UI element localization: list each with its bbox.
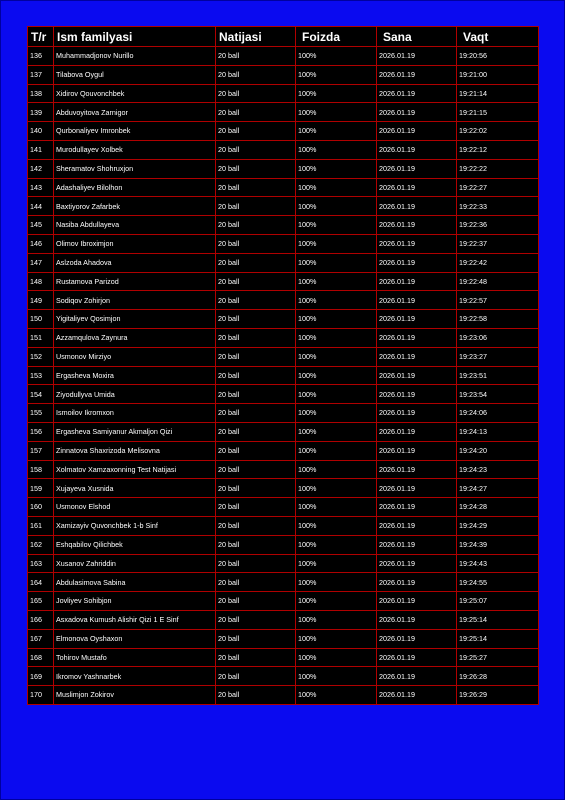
cell-number: 158 xyxy=(28,460,54,479)
cell-result: 20 ball xyxy=(216,122,296,141)
cell-time: 19:25:14 xyxy=(457,610,539,629)
cell-time: 19:25:14 xyxy=(457,629,539,648)
cell-full-name: Tohirov Mustafo xyxy=(54,648,216,667)
table-row xyxy=(28,554,539,573)
cell-number: 161 xyxy=(28,516,54,535)
cell-full-name: Ziyodullyva Umida xyxy=(54,385,216,404)
cell-percent: 100% xyxy=(296,328,377,347)
cell-full-name: Asxadova Kumush Alishir Qizi 1 E Sinf xyxy=(54,610,216,629)
cell-full-name: Xusanov Zahriddin xyxy=(54,554,216,573)
cell-full-name: Sheramatov Shohruxjon xyxy=(54,159,216,178)
table-row xyxy=(28,516,539,535)
cell-full-name: Abdulasimova Sabina xyxy=(54,573,216,592)
table-row xyxy=(28,460,539,479)
cell-number: 144 xyxy=(28,197,54,216)
table-row xyxy=(28,686,539,705)
cell-number: 150 xyxy=(28,310,54,329)
cell-full-name: Ergasheva Moxira xyxy=(54,366,216,385)
cell-result: 20 ball xyxy=(216,272,296,291)
cell-date: 2026.01.19 xyxy=(377,310,457,329)
header-result: Natijasi xyxy=(216,27,296,47)
cell-full-name: Yigitaliyev Qosimjon xyxy=(54,310,216,329)
table-row xyxy=(28,629,539,648)
cell-date: 2026.01.19 xyxy=(377,366,457,385)
table-row xyxy=(28,535,539,554)
cell-time: 19:23:54 xyxy=(457,385,539,404)
cell-time: 19:22:36 xyxy=(457,216,539,235)
cell-date: 2026.01.19 xyxy=(377,573,457,592)
cell-time: 19:20:56 xyxy=(457,47,539,66)
cell-number: 146 xyxy=(28,234,54,253)
cell-time: 19:22:42 xyxy=(457,253,539,272)
cell-percent: 100% xyxy=(296,648,377,667)
cell-number: 166 xyxy=(28,610,54,629)
cell-date: 2026.01.19 xyxy=(377,479,457,498)
cell-result: 20 ball xyxy=(216,84,296,103)
cell-percent: 100% xyxy=(296,234,377,253)
cell-time: 19:23:51 xyxy=(457,366,539,385)
cell-date: 2026.01.19 xyxy=(377,441,457,460)
cell-date: 2026.01.19 xyxy=(377,535,457,554)
cell-date: 2026.01.19 xyxy=(377,103,457,122)
cell-full-name: Eshqabilov Qilichbek xyxy=(54,535,216,554)
cell-time: 19:22:02 xyxy=(457,122,539,141)
cell-time: 19:24:06 xyxy=(457,404,539,423)
table-row xyxy=(28,272,539,291)
table-row xyxy=(28,234,539,253)
table-row xyxy=(28,216,539,235)
cell-number: 170 xyxy=(28,686,54,705)
cell-result: 20 ball xyxy=(216,159,296,178)
cell-full-name: Azzamqulova Zaynura xyxy=(54,328,216,347)
table-row xyxy=(28,122,539,141)
cell-time: 19:21:15 xyxy=(457,103,539,122)
cell-percent: 100% xyxy=(296,441,377,460)
cell-percent: 100% xyxy=(296,516,377,535)
cell-full-name: Elmonova Oyshaxon xyxy=(54,629,216,648)
table-row xyxy=(28,366,539,385)
cell-time: 19:22:27 xyxy=(457,178,539,197)
cell-date: 2026.01.19 xyxy=(377,516,457,535)
cell-date: 2026.01.19 xyxy=(377,328,457,347)
cell-date: 2026.01.19 xyxy=(377,686,457,705)
cell-full-name: Muslimjon Zokirov xyxy=(54,686,216,705)
cell-result: 20 ball xyxy=(216,629,296,648)
cell-percent: 100% xyxy=(296,535,377,554)
cell-number: 145 xyxy=(28,216,54,235)
cell-percent: 100% xyxy=(296,178,377,197)
cell-percent: 100% xyxy=(296,629,377,648)
cell-date: 2026.01.19 xyxy=(377,460,457,479)
cell-date: 2026.01.19 xyxy=(377,47,457,66)
cell-result: 20 ball xyxy=(216,366,296,385)
cell-date: 2026.01.19 xyxy=(377,253,457,272)
cell-time: 19:24:23 xyxy=(457,460,539,479)
cell-result: 20 ball xyxy=(216,253,296,272)
cell-full-name: Tilabova Oygul xyxy=(54,65,216,84)
cell-date: 2026.01.19 xyxy=(377,291,457,310)
cell-percent: 100% xyxy=(296,84,377,103)
table-row xyxy=(28,253,539,272)
cell-time: 19:23:06 xyxy=(457,328,539,347)
cell-result: 20 ball xyxy=(216,310,296,329)
cell-time: 19:25:27 xyxy=(457,648,539,667)
cell-result: 20 ball xyxy=(216,197,296,216)
cell-time: 19:25:07 xyxy=(457,592,539,611)
table-row xyxy=(28,159,539,178)
table-row xyxy=(28,197,539,216)
cell-result: 20 ball xyxy=(216,422,296,441)
table-body xyxy=(28,47,539,705)
cell-number: 149 xyxy=(28,291,54,310)
cell-percent: 100% xyxy=(296,122,377,141)
cell-full-name: Murodullayev Xolbek xyxy=(54,140,216,159)
cell-time: 19:22:48 xyxy=(457,272,539,291)
cell-result: 20 ball xyxy=(216,516,296,535)
cell-number: 168 xyxy=(28,648,54,667)
table-row xyxy=(28,441,539,460)
cell-full-name: Usmonov Mirziyo xyxy=(54,347,216,366)
cell-number: 155 xyxy=(28,404,54,423)
cell-result: 20 ball xyxy=(216,554,296,573)
cell-date: 2026.01.19 xyxy=(377,197,457,216)
table-row xyxy=(28,404,539,423)
cell-time: 19:23:27 xyxy=(457,347,539,366)
cell-date: 2026.01.19 xyxy=(377,234,457,253)
cell-percent: 100% xyxy=(296,310,377,329)
cell-date: 2026.01.19 xyxy=(377,216,457,235)
table-row xyxy=(28,291,539,310)
cell-full-name: Xolmatov Xamzaxonning Test Natijasi xyxy=(54,460,216,479)
table-row xyxy=(28,592,539,611)
cell-date: 2026.01.19 xyxy=(377,648,457,667)
cell-full-name: Xujayeva Xusnida xyxy=(54,479,216,498)
cell-percent: 100% xyxy=(296,554,377,573)
cell-percent: 100% xyxy=(296,140,377,159)
cell-time: 19:22:58 xyxy=(457,310,539,329)
cell-number: 163 xyxy=(28,554,54,573)
cell-result: 20 ball xyxy=(216,648,296,667)
cell-percent: 100% xyxy=(296,347,377,366)
table-row xyxy=(28,479,539,498)
table-row xyxy=(28,84,539,103)
cell-time: 19:22:33 xyxy=(457,197,539,216)
header-row xyxy=(28,27,539,47)
cell-result: 20 ball xyxy=(216,347,296,366)
cell-time: 19:24:43 xyxy=(457,554,539,573)
cell-full-name: Qurbonaliyev Imronbek xyxy=(54,122,216,141)
cell-number: 162 xyxy=(28,535,54,554)
cell-full-name: Zinnatova Shaxrizoda Melisovna xyxy=(54,441,216,460)
table-header xyxy=(28,27,539,47)
cell-date: 2026.01.19 xyxy=(377,140,457,159)
cell-full-name: Xamizayiv Quvonchbek 1-b Sinf xyxy=(54,516,216,535)
cell-result: 20 ball xyxy=(216,404,296,423)
cell-percent: 100% xyxy=(296,592,377,611)
cell-time: 19:22:12 xyxy=(457,140,539,159)
table-row xyxy=(28,347,539,366)
cell-result: 20 ball xyxy=(216,385,296,404)
cell-number: 156 xyxy=(28,422,54,441)
cell-percent: 100% xyxy=(296,272,377,291)
cell-date: 2026.01.19 xyxy=(377,159,457,178)
cell-number: 136 xyxy=(28,47,54,66)
cell-result: 20 ball xyxy=(216,216,296,235)
cell-number: 138 xyxy=(28,84,54,103)
table-row xyxy=(28,103,539,122)
header-number: T/r xyxy=(28,27,54,47)
cell-percent: 100% xyxy=(296,253,377,272)
cell-number: 160 xyxy=(28,498,54,517)
cell-full-name: Baxtiyorov Zafarbek xyxy=(54,197,216,216)
cell-result: 20 ball xyxy=(216,573,296,592)
cell-time: 19:24:55 xyxy=(457,573,539,592)
cell-date: 2026.01.19 xyxy=(377,385,457,404)
cell-result: 20 ball xyxy=(216,291,296,310)
cell-number: 152 xyxy=(28,347,54,366)
cell-percent: 100% xyxy=(296,573,377,592)
cell-number: 164 xyxy=(28,573,54,592)
cell-full-name: Ikromov Yashnarbek xyxy=(54,667,216,686)
cell-time: 19:24:13 xyxy=(457,422,539,441)
cell-number: 157 xyxy=(28,441,54,460)
cell-date: 2026.01.19 xyxy=(377,554,457,573)
cell-percent: 100% xyxy=(296,498,377,517)
table-row xyxy=(28,498,539,517)
cell-percent: 100% xyxy=(296,385,377,404)
cell-result: 20 ball xyxy=(216,592,296,611)
header-time: Vaqt xyxy=(457,27,539,47)
cell-percent: 100% xyxy=(296,197,377,216)
cell-time: 19:26:28 xyxy=(457,667,539,686)
cell-time: 19:26:29 xyxy=(457,686,539,705)
cell-full-name: Adashaliyev Bilolhon xyxy=(54,178,216,197)
cell-time: 19:24:29 xyxy=(457,516,539,535)
cell-number: 169 xyxy=(28,667,54,686)
cell-result: 20 ball xyxy=(216,234,296,253)
table-row xyxy=(28,667,539,686)
cell-number: 140 xyxy=(28,122,54,141)
cell-date: 2026.01.19 xyxy=(377,65,457,84)
cell-number: 151 xyxy=(28,328,54,347)
cell-number: 148 xyxy=(28,272,54,291)
cell-full-name: Aslzoda Ahadova xyxy=(54,253,216,272)
cell-time: 19:22:22 xyxy=(457,159,539,178)
header-full-name: Ism familyasi xyxy=(54,27,216,47)
cell-result: 20 ball xyxy=(216,610,296,629)
cell-number: 137 xyxy=(28,65,54,84)
cell-number: 139 xyxy=(28,103,54,122)
cell-number: 154 xyxy=(28,385,54,404)
cell-date: 2026.01.19 xyxy=(377,84,457,103)
table-row xyxy=(28,422,539,441)
cell-full-name: Ismoilov Ikromxon xyxy=(54,404,216,423)
cell-date: 2026.01.19 xyxy=(377,178,457,197)
cell-result: 20 ball xyxy=(216,103,296,122)
cell-date: 2026.01.19 xyxy=(377,592,457,611)
table-row xyxy=(28,310,539,329)
table-row xyxy=(28,140,539,159)
cell-full-name: Jovliyev Sohibjon xyxy=(54,592,216,611)
cell-date: 2026.01.19 xyxy=(377,404,457,423)
cell-number: 147 xyxy=(28,253,54,272)
cell-percent: 100% xyxy=(296,610,377,629)
header-date: Sana xyxy=(377,27,457,47)
cell-number: 167 xyxy=(28,629,54,648)
cell-percent: 100% xyxy=(296,65,377,84)
cell-date: 2026.01.19 xyxy=(377,347,457,366)
cell-percent: 100% xyxy=(296,216,377,235)
cell-percent: 100% xyxy=(296,47,377,66)
cell-result: 20 ball xyxy=(216,441,296,460)
cell-time: 19:24:20 xyxy=(457,441,539,460)
cell-full-name: Nasiba Abdullayeva xyxy=(54,216,216,235)
cell-date: 2026.01.19 xyxy=(377,498,457,517)
cell-result: 20 ball xyxy=(216,178,296,197)
cell-time: 19:21:00 xyxy=(457,65,539,84)
cell-full-name: Ergasheva Samiyanur Akmaljon Qizi xyxy=(54,422,216,441)
cell-date: 2026.01.19 xyxy=(377,610,457,629)
cell-percent: 100% xyxy=(296,366,377,385)
table-row xyxy=(28,328,539,347)
cell-percent: 100% xyxy=(296,159,377,178)
cell-result: 20 ball xyxy=(216,479,296,498)
cell-number: 153 xyxy=(28,366,54,385)
cell-percent: 100% xyxy=(296,667,377,686)
table-row xyxy=(28,178,539,197)
cell-full-name: Sodiqov Zohirjon xyxy=(54,291,216,310)
cell-number: 159 xyxy=(28,479,54,498)
cell-number: 143 xyxy=(28,178,54,197)
cell-result: 20 ball xyxy=(216,65,296,84)
cell-time: 19:21:14 xyxy=(457,84,539,103)
cell-percent: 100% xyxy=(296,404,377,423)
cell-percent: 100% xyxy=(296,460,377,479)
header-percent: Foizda xyxy=(296,27,377,47)
table-row xyxy=(28,610,539,629)
cell-date: 2026.01.19 xyxy=(377,629,457,648)
cell-full-name: Olimov Ibroximjon xyxy=(54,234,216,253)
cell-time: 19:22:37 xyxy=(457,234,539,253)
cell-full-name: Muhammadjonov Nurillo xyxy=(54,47,216,66)
cell-time: 19:24:39 xyxy=(457,535,539,554)
table-row xyxy=(28,573,539,592)
cell-time: 19:24:28 xyxy=(457,498,539,517)
cell-percent: 100% xyxy=(296,291,377,310)
cell-date: 2026.01.19 xyxy=(377,422,457,441)
cell-number: 142 xyxy=(28,159,54,178)
cell-percent: 100% xyxy=(296,686,377,705)
cell-time: 19:24:27 xyxy=(457,479,539,498)
cell-result: 20 ball xyxy=(216,686,296,705)
cell-result: 20 ball xyxy=(216,328,296,347)
table-row xyxy=(28,47,539,66)
table-row xyxy=(28,385,539,404)
cell-result: 20 ball xyxy=(216,498,296,517)
cell-result: 20 ball xyxy=(216,667,296,686)
cell-result: 20 ball xyxy=(216,535,296,554)
cell-percent: 100% xyxy=(296,422,377,441)
table-row xyxy=(28,65,539,84)
cell-full-name: Rustamova Parizod xyxy=(54,272,216,291)
cell-full-name: Usmonov Elshod xyxy=(54,498,216,517)
table-row xyxy=(28,648,539,667)
cell-percent: 100% xyxy=(296,103,377,122)
results-table xyxy=(27,26,539,705)
cell-full-name: Xidirov Qouvonchbek xyxy=(54,84,216,103)
cell-percent: 100% xyxy=(296,479,377,498)
cell-result: 20 ball xyxy=(216,140,296,159)
cell-number: 165 xyxy=(28,592,54,611)
cell-number: 141 xyxy=(28,140,54,159)
cell-result: 20 ball xyxy=(216,460,296,479)
cell-time: 19:22:57 xyxy=(457,291,539,310)
cell-result: 20 ball xyxy=(216,47,296,66)
cell-full-name: Abduvoyitova Zarnigor xyxy=(54,103,216,122)
cell-date: 2026.01.19 xyxy=(377,667,457,686)
cell-date: 2026.01.19 xyxy=(377,122,457,141)
cell-date: 2026.01.19 xyxy=(377,272,457,291)
